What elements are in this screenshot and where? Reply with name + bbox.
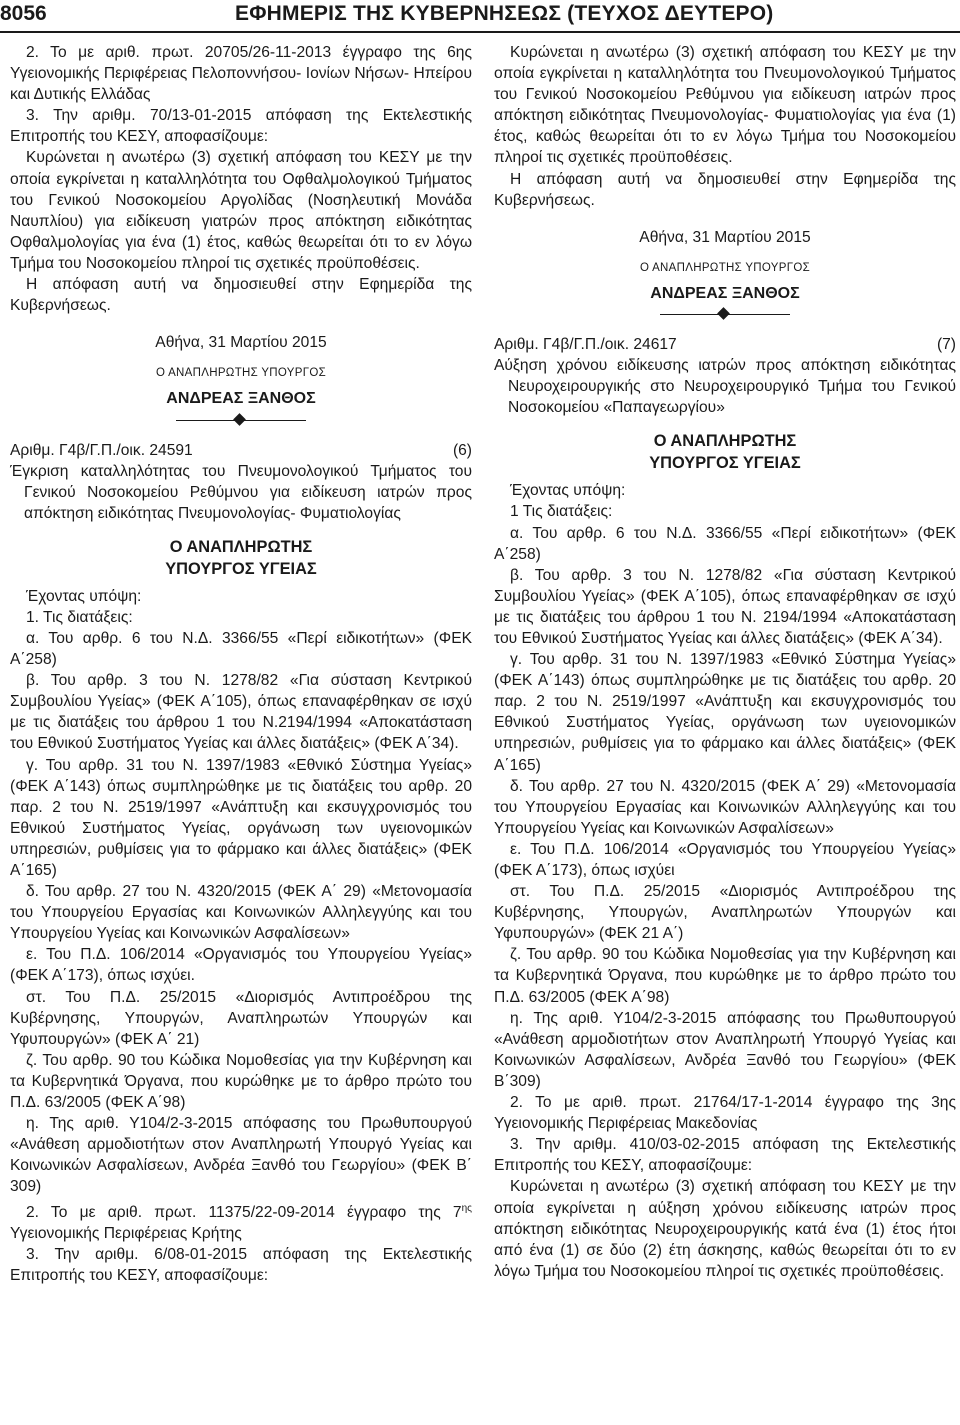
provision-item: ε. Του Π.Δ. 106/2014 «Οργανισμός του Υπουργείου Υγείας» (ΦΕΚ Α΄173), όπως ισχύει <box>494 840 956 879</box>
paragraph: 3. Την αριθμ. 70/13-01-2015 απόφαση της Εκτελεστικής Επιτροπής του ΚΕΣΥ, αποφασίζουμε: <box>10 107 472 146</box>
diamond-icon <box>233 413 246 426</box>
section-separator <box>176 412 306 430</box>
header-rule <box>0 31 960 33</box>
paragraph: 3. Την αριθμ. 6/08-01-2015 απόφαση της Εκτελεστικής Επιτροπής του ΚΕΣΥ, αποφασίζουμε: <box>10 1245 472 1284</box>
signatory-name: ΑΝΔΡΕΑΣ ΞΑΝΘΟΣ <box>166 390 316 408</box>
gazette-title: ΕΦΗΜΕΡΙΣ ΤΗΣ ΚΥΒΕΡΝΗΣΕΩΣ (ΤΕΥΧΟΣ ΔΕΥΤΕΡΟ) <box>235 2 774 25</box>
provision-item: ζ. Του αρθρ. 90 του Κώδικα Νομοθεσίας για την Κυβέρνηση και τα Κυβερνητικά Όργανα, που κυρώθηκε με το άρθρο πρώτο του Π.Δ. 63/2005 (ΦΕΚ Α΄98) <box>10 1051 472 1112</box>
decision-index: (7) <box>936 336 956 354</box>
provision-item: στ. Του Π.Δ. 25/2015 «Διορισμός Αντιπροέδρου της Κυβέρνησης, Υπουργών, Αναπληρωτών Υπουργών και Υφυπουργών» (ΦΕΚ Α΄ 21) <box>10 988 472 1048</box>
paragraph: 3. Την αριθμ. 410/03-02-2015 απόφαση της Εκτελεστικής Επιτροπής του ΚΕΣΥ, αποφασίζουμε: <box>494 1136 956 1175</box>
signatory-role: Ο ΑΝΑΠΛΗΡΩΤΗΣ ΥΠΟΥΡΓΟΣ <box>639 261 810 274</box>
provision-item: η. Της αριθ. Υ104/2-3-2015 απόφασης του Πρωθυπουργού «Ανάθεση αρμοδιοτήτων στον Αναπληρωτή Υπουργό Υγείας και Κοινωνικών Ασφαλίσεων, Ανδρέα Ξανθό του Γεωργίου» (ΦΕΚ Β΄309) <box>494 1009 956 1090</box>
paragraph <box>10 1198 472 1244</box>
having-regard: Έχοντας υπόψη: <box>510 482 626 500</box>
provision-item: γ. Του αρθρ. 31 του Ν. 1397/1983 «Εθνικό Σύστημα Υγείας» (ΦΕΚ Α΄143) όπως συμπληρώθηκε με τις διατάξεις του αρθρ. 20 παρ. 2 του Ν. 2519/1997 «Ανάπτυξη και εκσυγχρονισμός του Εθνικού Συστήματος Υγείας, οργάνωση των υγειονομικών υπηρεσιών, ρυθμίσεις για το φάρμακο και άλλες διατάξεις» (ΦΕΚ Α΄165) <box>494 651 956 774</box>
paragraph: Κυρώνεται η ανωτέρω (3) σχετική απόφαση του ΚΕΣΥ με την οποία εγκρίνεται η αύξηση χρόνου ειδίκευσης ιατρών προς απόκτηση ειδικότητας Νευροχειρουργικής κατά ένα (1) έτος ήτοι από ένα (1) σε δύο (2) έτη άσκησης, καθώς θεωρείται ότι το εν λόγω Τμήμα του Νοσοκομείου πληροί τις σχετικές προϋποθέσεις. <box>494 1178 956 1280</box>
paragraph: Κυρώνεται η ανωτέρω (3) σχετική απόφαση του ΚΕΣΥ με την οποία εγκρίνεται η καταλληλότητα του Οφθαλμολογικού Τμήματος του Γενικού Νοσοκομείου Αργολίδας (Νοσηλευτική Μονάδα Ναυπλίου) για ειδίκευση γιατρών προς απόκτηση ειδικότητας Οφθαλμολογίας για ένα (1) έτος, καθώς θεωρείται ότι το εν λόγω Τμήμα του Νοσοκομείου πληροί τις σχετικές προϋποθέσεις. <box>10 149 472 272</box>
authority-line: Ο ΑΝΑΠΛΗΡΩΤΗΣ <box>169 537 313 556</box>
authority-line: Ο ΑΝΑΠΛΗΡΩΤΗΣ <box>653 432 797 451</box>
section-separator <box>660 306 790 324</box>
provisions-heading: 1 Τις διατάξεις: <box>510 503 613 521</box>
provision-item: η. Της αριθ. Υ104/2-3-2015 απόφασης του Πρωθυπουργού «Ανάθεση αρμοδιοτήτων στον Αναπληρωτή Υπουργό Υγείας και Κοινωνικών Ασφαλίσεων, Ανδρέα Ξανθό του Γεωργίου» (ΦΕΚ Β΄ 309) <box>10 1115 472 1196</box>
provision-item: α. Του αρθρ. 6 του Ν.Δ. 3366/55 «Περί ειδικοτήτων» (ΦΕΚ Α΄258) <box>494 524 956 563</box>
text-span: 2. Το με αριθ. πρωτ. 11375/22-09-2014 έγγραφο της 7 <box>26 1203 462 1221</box>
provision-item: δ. Του αρθρ. 27 του Ν. 4320/2015 (ΦΕΚ Α΄ 29) «Μετονομασία του Υπουργείου Εργασίας και Κοινωνικών Αλληλεγγύης και του Υπουργείου Υγείας και Κοινωνικών Ασφαλίσεων» <box>494 777 956 837</box>
authority-line: ΥΠΟΥΡΓΟΣ ΥΓΕΙΑΣ <box>165 559 317 578</box>
decision-number: Αριθμ. Γ4β/Γ.Π./οικ. 24617 <box>494 336 677 354</box>
signatory-name: ΑΝΔΡΕΑΣ ΞΑΝΘΟΣ <box>650 284 800 302</box>
decision-title: Έγκριση καταλληλότητας του Πνευμονολογικού Τμήματος του Γενικού Νοσοκομείου Ρεθύμνου για ειδίκευση ιατρών προς απόκτηση ειδικότητας Πνευμονολογίας- Φυματιολογίας <box>10 462 472 522</box>
authority-line: ΥΠΟΥΡΓΟΣ ΥΓΕΙΑΣ <box>649 454 801 473</box>
text-span: Υγειονομικής Περιφέρειας Κρήτης <box>10 1224 242 1242</box>
decision-header <box>494 334 956 355</box>
signature-date: Αθήνα, 31 Μαρτίου 2015 <box>639 228 811 246</box>
paragraph: Κυρώνεται η ανωτέρω (3) σχετική απόφαση του ΚΕΣΥ με την οποία εγκρίνεται η καταλληλότητα του Πνευμονολογικού Τμήματος του Γενικού Νοσοκομείου Ρεθύμνου για ειδίκευση ιατρών προς απόκτηση ειδικότητας Πνευμονολογίας- Φυματιολογίας για ένα (1) έτος, καθώς θεωρείται ότι το εν λόγω Τμήμα του Νοσοκομείου πληροί τις σχετικές προϋποθέσεις. <box>494 44 956 167</box>
having-regard: Έχοντας υπόψη: <box>26 587 142 605</box>
provision-item: β. Του αρθρ. 3 του Ν. 1278/82 «Για σύσταση Κεντρικού Συμβουλίου Υγείας» (ΦΕΚ Α΄105), όπως επαναφέρθηκαν σε ισχύ με τις διατάξεις του άρθρου 1 του Ν. 2194/1994 «Αποκατάσταση του Εθνικού Συστήματος Υγείας και άλλες διατάξεις» (ΦΕΚ Α΄34). <box>494 566 956 647</box>
decision-number: Αριθμ. Γ4β/Γ.Π./οικ. 24591 <box>10 441 193 459</box>
diamond-icon <box>717 307 730 320</box>
page-header <box>0 0 960 30</box>
paragraph: 2. Το με αριθ. πρωτ. 21764/17-1-2014 έγγραφο της 3ης Υγειονομικής Περιφέρειας Μακεδονίας <box>494 1094 956 1133</box>
paragraph: Η απόφαση αυτή να δημοσιευθεί στην Εφημερίδα της Κυβερνήσεως. <box>10 276 472 315</box>
decision-index: (6) <box>452 441 472 459</box>
decision-header <box>10 440 472 461</box>
provision-item: β. Του αρθρ. 3 του Ν. 1278/82 «Για σύσταση Κεντρικού Συμβουλίου Υγείας» (ΦΕΚ Α΄105), όπως επαναφέρθηκαν σε ισχύ με τις διατάξεις του άρθρου 1 του Ν.2194/1994 «Αποκατάσταση του Εθνικού Συστήματος Υγείας και άλλες διατάξεις» (ΦΕΚ Α΄34). <box>10 672 472 753</box>
provision-item: στ. Του Π.Δ. 25/2015 «Διορισμός Αντιπροέδρου της Κυβέρνησης, Υπουργών, Αναπληρωτών Υπουργών και Υφυπουργών» (ΦΕΚ 21 Α΄) <box>494 883 956 943</box>
left-column <box>10 42 472 1286</box>
issuing-authority <box>10 536 472 580</box>
issuing-authority <box>494 430 956 474</box>
paragraph: Η απόφαση αυτή να δημοσιευθεί στην Εφημερίδα της Κυβερνήσεως. <box>494 170 956 209</box>
provision-item: δ. Του αρθρ. 27 του Ν. 4320/2015 (ΦΕΚ Α΄ 29) «Μετονομασία του Υπουργείου Εργασίας και Κοινωνικών Αλληλεγγύης και του Υπουργείου Υγείας και Κοινωνικών Ασφαλίσεων» <box>10 883 472 943</box>
provision-item: ζ. Του αρθρ. 90 του Κώδικα Νομοθεσίας για την Κυβέρνηση και τα Κυβερνητικά Όργανα, που κυρώθηκε με το άρθρο πρώτο του Π.Δ. 63/2005 (ΦΕΚ Α΄98) <box>494 946 956 1006</box>
page-number: 8056 <box>0 2 47 25</box>
provision-item: γ. Του αρθρ. 31 του Ν. 1397/1983 «Εθνικό Σύστημα Υγείας» (ΦΕΚ Α΄143) όπως συμπληρώθηκε με τις διατάξεις του αρθρ. 20 παρ. 2 του Ν. 2519/1997 «Ανάπτυξη και εκσυγχρονισμός του Εθνικού Συστήματος Υγείας, οργάνωση των υγειονομικών υπηρεσιών, ρυθμίσεις για το φάρμακο και άλλες διατάξεις» (ΦΕΚ Α΄165) <box>10 756 472 879</box>
signature-date: Αθήνα, 31 Μαρτίου 2015 <box>155 334 327 352</box>
signatory-role: Ο ΑΝΑΠΛΗΡΩΤΗΣ ΥΠΟΥΡΓΟΣ <box>155 367 326 380</box>
paragraph: 2. Το με αριθ. πρωτ. 20705/26-11-2013 έγγραφο της 6ης Υγειονομικής Περιφέρειας Πελοποννήσου- Ιονίων Νήσων- Ηπείρου και Δυτικής Ελλάδας <box>10 44 472 104</box>
superscript: ης <box>461 1202 472 1214</box>
decision-title: Αύξηση χρόνου ειδίκευσης ιατρών προς απόκτηση ειδικότητας Νευροχειρουργικής στο Νευροχειρουργικό Τμήμα του Γενικού Νοσοκομείου «Παπαγεωργίου» <box>494 357 956 417</box>
provision-item: α. Του αρθρ. 6 του Ν.Δ. 3366/55 «Περί ειδικοτήτων» (ΦΕΚ Α΄258) <box>10 629 472 669</box>
right-column <box>494 42 956 1282</box>
provision-item: ε. Του Π.Δ. 106/2014 «Οργανισμός του Υπουργείου Υγείας» (ΦΕΚ Α΄173), όπως ισχύει. <box>10 946 472 985</box>
provisions-heading: 1. Τις διατάξεις: <box>26 608 133 626</box>
